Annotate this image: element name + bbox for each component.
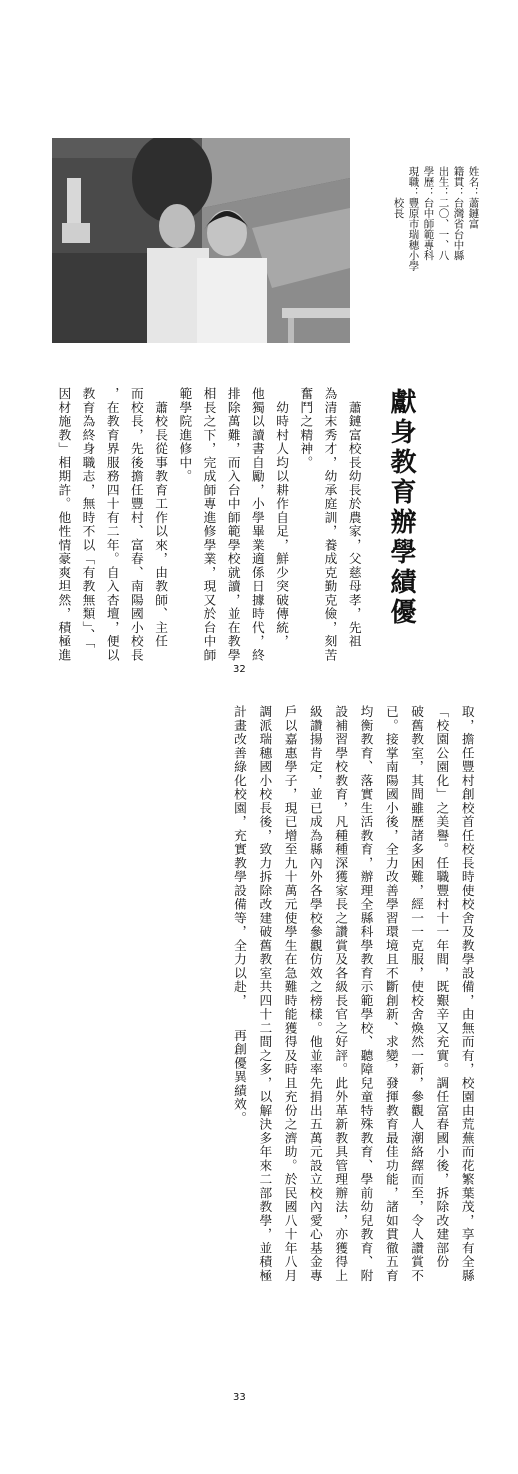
top-text-column: 奮鬥之精神。 <box>298 387 314 470</box>
profile-column: 學歷：台中師範專科 <box>422 166 435 261</box>
top-text-column: 相長之下，完成師專進修學業，現又於台中師 <box>201 387 217 662</box>
bottom-text-column: 已。接掌南陽國小後，全力改善學習環境且不斷創新、求變，發揮教育最佳功能，諸如貫徹五育 <box>383 705 399 1283</box>
profile-column: 現職：豐原市瑞穗小學 <box>407 166 420 271</box>
top-text-column: 因材施教」相期許。他性情豪爽坦然，積極進 <box>56 387 72 662</box>
top-text-column: 範學院進修中。 <box>177 387 193 484</box>
bottom-text-column: 計畫改善綠化校園，充實教學設備等，全力以赴， 再創優異績效。 <box>232 705 247 1125</box>
top-text-column: 幼時村人均以耕作自足，鮮少突破傳統， <box>274 387 290 649</box>
profile-column: 籍貫：台灣省台中縣 <box>452 166 465 261</box>
top-text-column: 他獨以讀書自勵，小學畢業適係日據時代，終 <box>249 387 265 662</box>
bottom-text-column: 取，擔任豐村創校首任校長時使校舍及教學設備，由無而有，校園由荒蕪而花繁葉茂，享有全縣 <box>459 705 475 1283</box>
profile-column: 姓名：蕭鏈富 <box>467 166 480 229</box>
page-number-32: 32 <box>233 664 246 675</box>
top-text-column: 為清末秀才，幼承庭訓，養成克勤克儉，刻苦 <box>322 387 338 662</box>
top-text-column: 蕭校長從事教育工作以來，由教師、主任 <box>153 387 169 649</box>
bottom-text-column: 調派瑞穗國小校長後，致力拆除改建破舊教室共四十二間之多，以解決多年來二部教學，並積極 <box>257 705 273 1283</box>
top-text-column: 蕭鏈富校長幼長於農家，父慈母孝，先祖 <box>346 387 362 649</box>
top-text-column: 排除萬難，而入台中師範學校就讀，並在教學 <box>225 387 241 662</box>
bottom-text-column: 均衡教育、落實生活教育，辦理全縣科學教育示範學校、聽障兒童特殊教育、學前幼兒教育、附 <box>358 705 374 1283</box>
portrait-photo <box>52 138 350 343</box>
page-number-33: 33 <box>233 1392 246 1403</box>
top-text-column: 教育為終身職志，無時不以「有教無類」、「 <box>80 387 96 650</box>
top-text-column: ，在教育界服務四十有二年。自入杏壇，便以 <box>104 387 120 662</box>
bottom-text-column: 級讚揚肯定，並已成為縣內外各學校參觀仿效之榜樣。他並率先捐出五萬元設立校內愛心基金專 <box>307 705 323 1283</box>
profile-column: 校長 <box>392 166 405 219</box>
article-title: 獻身教育辦學績優 <box>386 388 416 628</box>
profile-column: 出生：二〇、一、八 <box>437 166 450 261</box>
bottom-text-column: 破舊教室，其間雖歷諸多困難，經一一克服，使校舍煥然一新，參觀人潮絡繹而至，令人讚賞不 <box>409 705 425 1283</box>
top-text-column: 而校長，先後擔任豐村、富春、南陽國小校長 <box>128 387 144 662</box>
bottom-text-column: 戶以嘉惠學子，現已增至九十萬元使學生在急難時能獲得及時且充份之濟助。於民國八十年八月 <box>282 705 298 1283</box>
bottom-text-column: 「校園公園化」之美譽。任職豐村十一年間，既艱辛又充實。調任富春國小後，拆除改建部份 <box>434 705 450 1269</box>
bottom-text-column: 設補習學校教育，凡種種深獲家長之讚賞及各級長官之好評。此外革新教具管理辦法，亦獲得上 <box>333 705 349 1283</box>
